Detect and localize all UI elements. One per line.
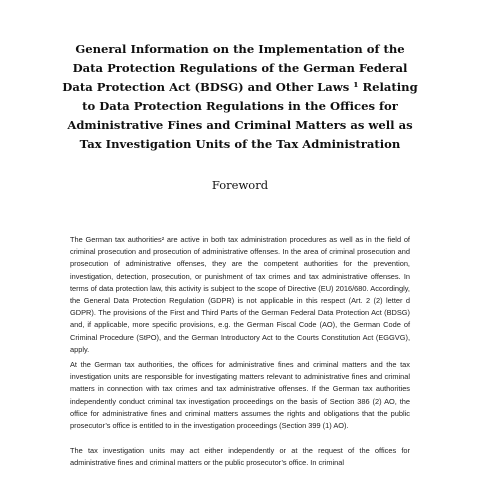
section-heading-foreword: Foreword xyxy=(211,178,269,192)
paragraph-3: The tax investigation units may act either independently or at the request of the offices for administrative fines and criminal matters or the public prosecutor’s office. In criminal xyxy=(70,446,410,468)
paragraph-2: At the German tax authorities, the offices for administrative fines and criminal matters and the tax investigation units are responsible for investigating matters relevant to administrative fines and criminal matters in connection with tax crimes and tax administrative offenses. If the German tax authorities independently conduct criminal tax investigation proceedings on the basis of Section 386 (2) AO, the office for administrative fines and criminal matters assumes the rights and obligations that the public prosecutor’s office is entitled to in the investigation proceedings (Section 399 (1) AO). xyxy=(70,360,410,431)
document-title: General Information on the Implementation of the Data Protection Regulations of the German Federal Data Protection Act (BDSG) and Other Laws ¹ Relating to Data Protection Regulations in the Offices for Administrative Fines and Criminal Matters as well as Tax Investigation Units of the Tax Administration xyxy=(62,42,418,151)
paragraph-1: The German tax authorities² are active in both tax administration procedures as well as in the field of criminal prosecution and prosecution of administrative offenses. In the area of criminal prosecution and prosecution of administrative offenses, they are the competent authorities for the prevention, investigation, detection, prosecution, or punishment of tax crimes and tax administrative offenses. In terms of data protection law, this activity is subject to the scope of Directive (EU) 2016/680. Accordingly, the General Data Protection Regulation (GDPR) is not applicable in this respect (Art. 2 (2) letter d GDPR). The provisions of the First and Third Parts of the German Federal Data Protection Act (BDSG) and, if applicable, more specific provisions, e.g. the German Fiscal Code (AO), the German Code of Criminal Procedure (StPO), and the German Introductory Act to the Courts Constitution Act (EGGVG), apply. xyxy=(70,235,410,354)
